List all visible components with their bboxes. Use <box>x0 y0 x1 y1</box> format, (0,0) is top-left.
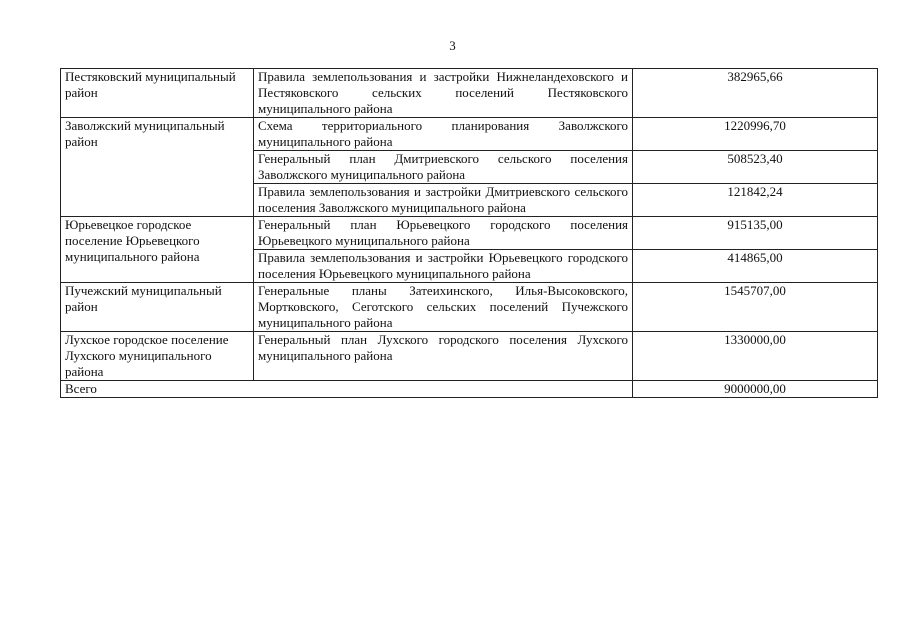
amount-cell: 121842,24 <box>633 184 878 217</box>
document-cell: Правила землепользования и застройки Юрьевецкого городского поселения Юрьевецкого муниципального района <box>254 250 633 283</box>
document-cell: Генеральный план Лухского городского поселения Лухского муниципального района <box>254 332 633 381</box>
district-cell: Пучежский муниципальный район <box>61 283 254 332</box>
amount-cell: 414865,00 <box>633 250 878 283</box>
document-cell: Генеральный план Юрьевецкого городского поселения Юрьевецкого муниципального района <box>254 217 633 250</box>
amount-cell: 1330000,00 <box>633 332 878 381</box>
amount-cell: 1545707,00 <box>633 283 878 332</box>
document-cell: Генеральный план Дмитриевского сельского поселения Заволжского муниципального района <box>254 151 633 184</box>
document-cell: Генеральные планы Затеихинского, Илья-Высоковского, Мортковского, Сеготского сельских поселений Пучежского муниципального района <box>254 283 633 332</box>
total-row <box>61 381 878 398</box>
document-cell: Правила землепользования и застройки Дмитриевского сельского поселения Заволжского муниципального района <box>254 184 633 217</box>
table-row <box>61 118 878 151</box>
table-row <box>61 217 878 250</box>
table-row <box>61 332 878 381</box>
table-row <box>61 283 878 332</box>
document-cell: Правила землепользования и застройки Нижнеландеховского и Пестяковского сельских поселений Пестяковского муниципального района <box>254 69 633 118</box>
total-label: Всего <box>61 381 633 398</box>
amount-cell: 915135,00 <box>633 217 878 250</box>
district-cell: Пестяковский муниципальный район <box>61 69 254 118</box>
document-cell: Схема территориального планирования Заволжского муниципального района <box>254 118 633 151</box>
table-row <box>61 69 878 118</box>
district-cell: Заволжский муниципальный район <box>61 118 254 217</box>
district-cell: Лухское городское поселение Лухского муниципального района <box>61 332 254 381</box>
amount-cell: 508523,40 <box>633 151 878 184</box>
page-number: 3 <box>449 38 456 53</box>
district-cell: Юрьевецкое городское поселение Юрьевецкого муниципального района <box>61 217 254 283</box>
amount-cell: 382965,66 <box>633 69 878 118</box>
total-amount: 9000000,00 <box>633 381 878 398</box>
amount-cell: 1220996,70 <box>633 118 878 151</box>
budget-table <box>60 68 878 398</box>
